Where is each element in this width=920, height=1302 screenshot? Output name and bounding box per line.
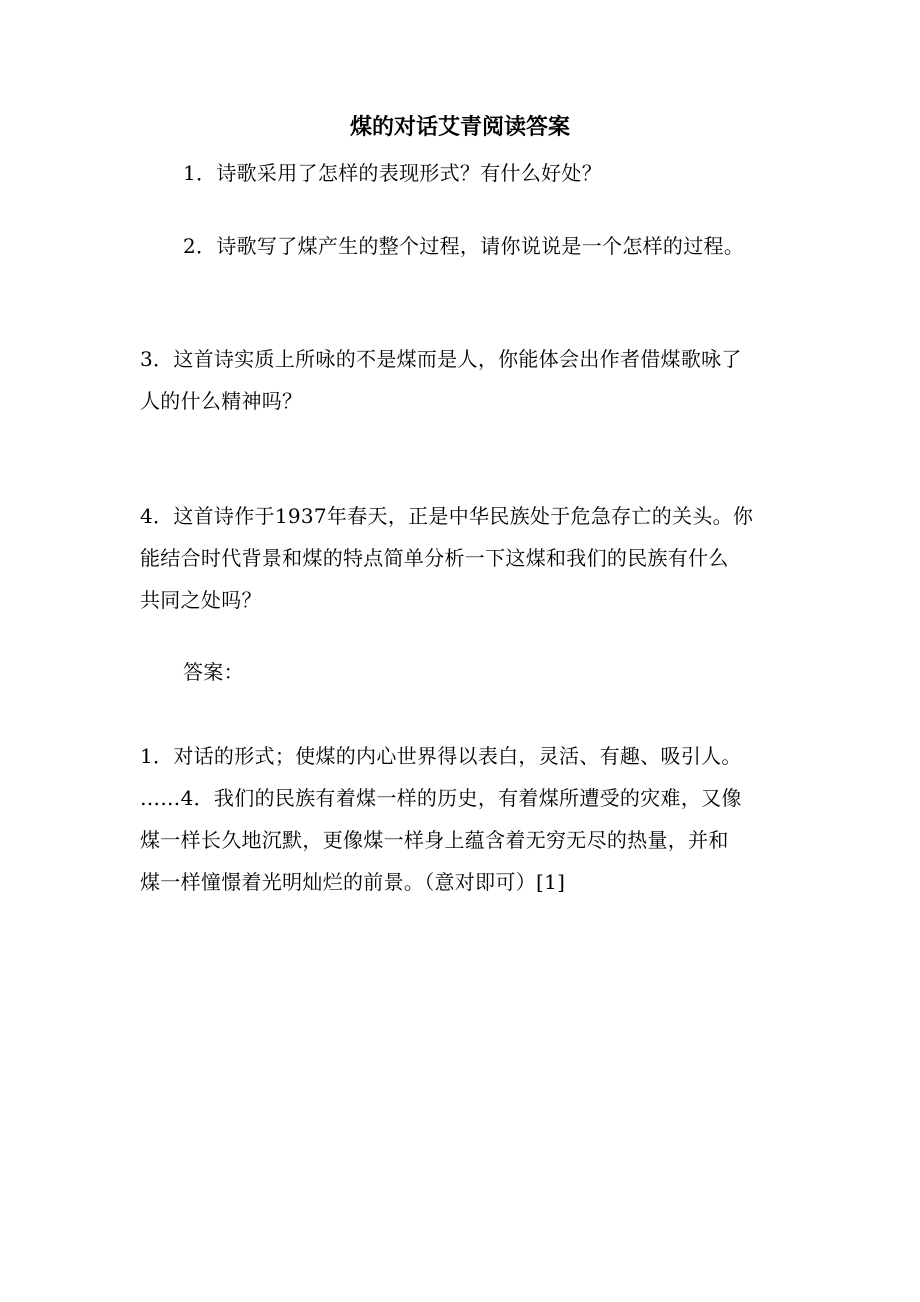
answer-body [140, 735, 742, 903]
question-3 [140, 338, 742, 422]
question-1-line-1: 1．诗歌采用了怎样的表现形式？有什么好处？ [183, 161, 603, 185]
question-2 [183, 225, 744, 267]
question-3-line-1: 3．这首诗实质上所咏的不是煤而是人，你能体会出作者借煤歌咏了 [140, 347, 742, 371]
answer-line-2: ……4．我们的民族有着煤一样的历史，有着煤所遭受的灾难，又像 [140, 786, 742, 810]
answer-line-3: 煤一样长久地沉默，更像煤一样身上蕴含着无穷无尽的热量，并和 [140, 828, 729, 852]
question-1 [183, 152, 602, 194]
question-3-line-2: 人的什么精神吗？ [140, 389, 303, 413]
question-4-line-3: 共同之处吗？ [140, 588, 262, 612]
question-4-line-2: 能结合时代背景和煤的特点简单分析一下这煤和我们的民族有什么 [140, 546, 729, 570]
document-title: 煤的对话艾青阅读答案 [349, 115, 570, 140]
question-2-line-1: 2．诗歌写了煤产生的整个过程，请你说说是一个怎样的过程。 [183, 234, 745, 258]
question-4 [140, 495, 753, 621]
answer-line-1: 1．对话的形式；使煤的内心世界得以表白，灵活、有趣、吸引人。 [140, 744, 742, 768]
answer-line-4: 煤一样憧憬着光明灿烂的前景。（意对即可）[1] [140, 870, 566, 894]
answer-label: 答案： [183, 660, 244, 684]
question-4-line-1: 4．这首诗作于1937年春天，正是中华民族处于危急存亡的关头。你 [140, 504, 754, 528]
